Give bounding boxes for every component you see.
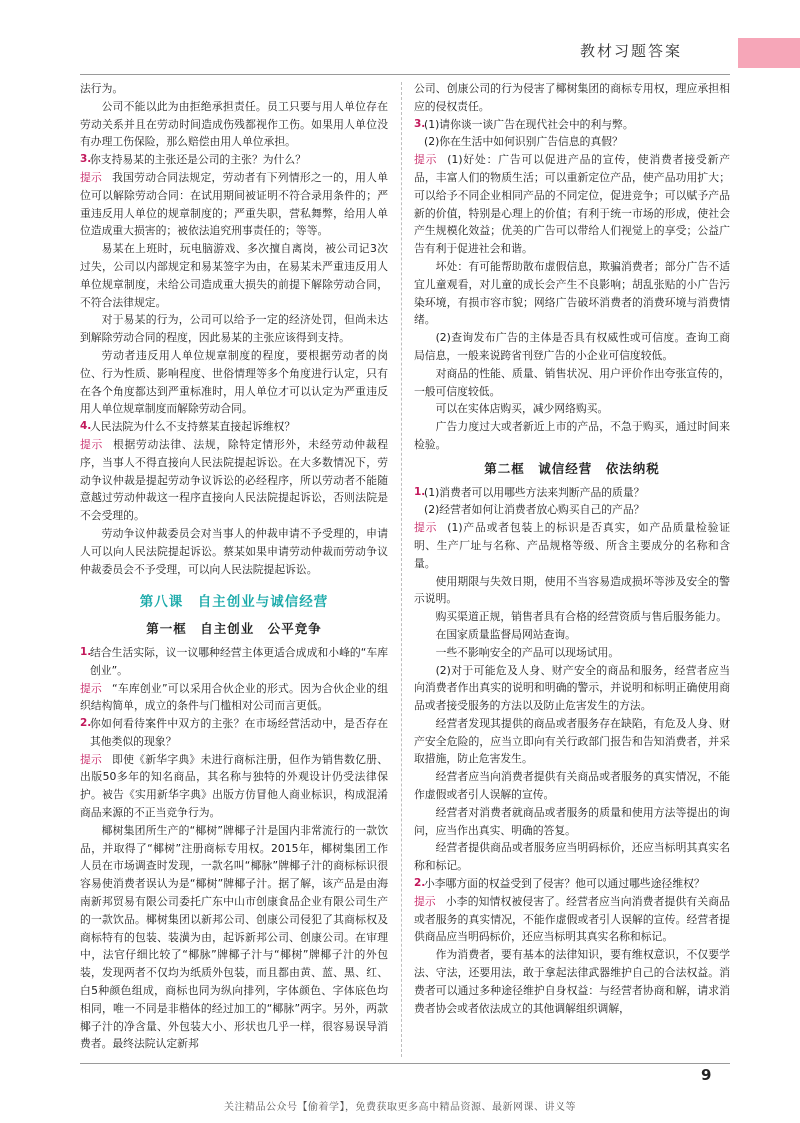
question-4 (80, 418, 388, 436)
page-number: 9 (701, 1066, 712, 1084)
paragraph: 对商品的性能、质量、销售状况、用户评价作出夸张宣传的，一般可信度较低。 (414, 366, 730, 398)
question-number: 3. (414, 117, 426, 130)
paragraph: 广告力度过大或者新近上市的产品，不急于购买，通过时间来检验。 (414, 420, 730, 451)
paragraph: 使用期限与失效日期，使用不当容易造成损坏等涉及安全的警示说明。 (414, 574, 730, 606)
hint-text: 我国劳动合同法规定，劳动者有下列情形之一的，用人单位可以解除劳动合同：在试用期间被证明不符合录用条件的；严重违反用人单位的规章制度的；严重失职，营私舞弊，给用人单位造成重大损害的；被依法追究刑事责任的；等等。 (80, 170, 388, 238)
paragraph: 公司、创康公司的行为侵害了椰树集团的商标专用权，理应承担相应的侵权责任。 (414, 82, 730, 113)
header-rule (80, 74, 730, 75)
column-divider (401, 82, 402, 1057)
hint-paragraph (414, 519, 730, 572)
paragraph: 椰树集团所生产的“椰树”牌椰子汁是国内非常流行的一款饮品，并取得了“椰树”注册商标专用权。2015年，椰树集团工作人员在市场调查时发现，一款名叫“椰脉”牌椰子汁的商标标识很容易使消费者误认为是“椰树”牌椰子汁。据了解，该产品是由海南新邦贸易有限公司委托广东中山市创康食品企业有限公司生产的一款饮品。椰树集团以新邦公司、创康公司侵犯了其商标权及商标特有的包装、装潢为由，起诉新邦公司、创康公司。在审理中，法官仔细比较了“椰脉”牌椰子汁与“椰树”牌椰子汁的外包装，发现两者不仅均为纸质外包装，而且都由黄、蓝、黑、红、白5种颜色组成，商标也同为纵向排列，字体颜色、字体底色均相同，唯一不同是非楷体的经过加工的“椰脉”两字。另外，两款椰子汁的净含量、外包装大小、形状也几乎一样，很容易误导消费者。最终法院认定新邦 (80, 823, 388, 1051)
paragraph: 公司不能以此为由拒绝承担责任。员工只要与用人单位存在劳动关系并且在劳动时间造成伤残都视作工伤。如果用人单位没有办理工伤保险，那么赔偿由用人单位承担。 (80, 99, 388, 149)
paragraph: 经营者对消费者就商品或者服务的质量和使用方法等提出的询问，应当作出真实、明确的答复。 (414, 805, 730, 837)
question-number: 1. (80, 645, 92, 658)
question-text: (1)请你谈一谈广告在现代社会中的利与弊。 (424, 117, 634, 131)
hint-text: 小李的知情权被侵害了。经营者应当向消费者提供有关商品或者服务的真实情况，不能作虚假或者引人误解的宣传。经营者提供商品应当明码标价，还应当标明其真实名称和标记。 (414, 894, 730, 944)
question-text: 你支持易某的主张还是公司的主张？为什么？ (90, 153, 306, 167)
question-number: 2. (414, 877, 426, 890)
question-1 (80, 644, 388, 680)
paragraph: 坏处：有可能帮助散布虚假信息，欺骗消费者；部分广告不适宜儿童观看，对儿童的成长会产生不良影响；胡乱张贴的小广告污染环境，有损市容市貌；网络广告破坏消费者的消费环境与消费情绪。 (414, 259, 730, 327)
lesson-title: 第八课 自主创业与诚信经营 (139, 594, 329, 611)
hint-label: 提示 (414, 153, 438, 167)
hint-label: 提示 (414, 521, 438, 535)
question-text: 人民法院为什么不支持蔡某直接起诉维权？ (90, 420, 296, 434)
paragraph: 在国家质量监督局网站查询。 (435, 627, 576, 641)
section-title: 第二框 诚信经营 依法纳税 (484, 460, 660, 476)
footer-rule (80, 1063, 730, 1064)
question-number: 3. (80, 153, 92, 166)
hint-label: 提示 (80, 752, 103, 766)
paragraph: 作为消费者，要有基本的法律知识，要有维权意识，不仅要学法、守法，还要用法，敢于拿起法律武器维护自己的合法权益。消费者可以通过多种途径维护自身权益：与经营者协商和解，请求消费者协会或者依法成立的其他调解组织调解， (414, 948, 730, 1015)
paragraph: 可以在实体店购买，减少网络购买。 (435, 402, 609, 416)
hint-paragraph (80, 169, 388, 240)
hint-label: 提示 (414, 894, 436, 908)
question-text: 你如何看待案件中双方的主张？在市场经营活动中，是否存在其他类似的现象？ (90, 717, 388, 748)
right-column (414, 80, 730, 1058)
header-title: 教材习题答案 (580, 42, 683, 60)
question-3 (80, 151, 388, 169)
question-1-part-2: (2)经营者如何让消费者放心购买自己的产品？ (424, 503, 645, 517)
hint-text: 根据劳动法律、法规，除特定情形外，未经劳动仲裁程序，当事人不得直接向人民法院提起诉讼。在大多数情况下，劳动争议仲裁是提起劳动争议诉讼的必经程序，所以劳动者不能随意越过劳动仲裁这一程序直接向人民法院提起诉讼，否则法院是不会受理的。 (80, 437, 388, 523)
paragraph: 购买渠道正规，销售者具有合格的经营资质与售后服务能力。 (435, 610, 728, 624)
hint-paragraph (80, 436, 388, 525)
footer-note: 关注精品公众号【偷着学】，免费获取更多高中精品资源、最新网课、讲义等 (224, 1102, 576, 1113)
paragraph: 一些不影响安全的产品可以现场试用。 (435, 645, 620, 659)
header-color-tab (738, 38, 800, 68)
question-1 (414, 484, 730, 502)
question-number: 2. (80, 717, 92, 730)
paragraph: (2)查询发布广告的主体是否具有权威性或可信度。查询工商局信息，一般来说跨省刊登广告的小企业可信度较低。 (414, 331, 730, 362)
paragraph: 易某在上班时，玩电脑游戏、多次擅自离岗，被公司记3次过失，公司以内部规定和易某签字为由，在易某未严重违反用人单位规章制度，未给公司造成重大损失的前提下解除劳动合同，不符合法律规定。 (80, 242, 388, 309)
paragraph: 经营者发现其提供的商品或者服务存在缺陷，有危及人身、财产安全危险的，应当立即向有关行政部门报告和告知消费者，并采取措施，防止危害发生。 (414, 716, 730, 766)
hint-paragraph (80, 751, 388, 822)
hint-text: “车库创业”可以采用合伙企业的形式。因为合伙企业的组织结构简单，成立的条件与门槛相对公司而言更低。 (80, 681, 388, 713)
paragraph: 对于易某的行为，公司可以给予一定的经济处罚，但尚未达到解除劳动合同的程度，因此易某的主张应该得到支持。 (80, 313, 388, 345)
hint-text: (1)产品或者包装上的标识是否真实，如产品质量检验证明、生产厂址与名称、产品规格等级、所含主要成分的名称和含量。 (414, 521, 730, 570)
hint-paragraph (414, 151, 730, 258)
question-3 (414, 116, 730, 134)
hint-text: (1)好处：广告可以促进产品的宣传，使消费者接受新产品，丰富人们的物质生活；可以重新定位产品，使产品功用扩大；可以给予不同企业相同产品的不同定位，促进竞争；可以赋予产品新的价值，特别是心理上的价值；有利于统一市场的形成，使社会产生规模化效益；优美的广告可以带给人们视觉上的享受；公益广告有利于促进社会和谐。 (414, 153, 730, 256)
question-text: 结合生活实际，议一议哪种经营主体更适合成成和小峰的“车库创业”。 (90, 645, 388, 677)
paragraph: 劳动争议仲裁委员会对当事人的仲裁申请不予受理的，申请人可以向人民法院提起诉讼。蔡某如果申请劳动仲裁而劳动争议仲裁委员会不予受理，可以向人民法院提起诉讼。 (80, 526, 388, 576)
question-text: (1)消费者可以用哪些方法来判断产品的质量？ (424, 485, 645, 499)
hint-paragraph (414, 893, 730, 946)
question-number: 1. (414, 485, 426, 498)
hint-label: 提示 (80, 170, 103, 184)
hint-paragraph (80, 680, 388, 716)
paragraph: (2)对于可能危及人身、财产安全的商品和服务，经营者应当向消费者作出真实的说明和明确的警示，并说明和标明正确使用商品或者接受服务的方法以及防止危害发生的方法。 (414, 663, 730, 713)
paragraph: 法行为。 (80, 82, 124, 95)
question-2 (414, 875, 730, 893)
paragraph: 劳动者违反用人单位规章制度的程度，要根据劳动者的岗位、行为性质、影响程度、世俗情理等多个角度进行认定，只有在各个角度都达到严重标准时，用人单位才可以认定为严重违反用人单位规章制度而解除劳动合同。 (80, 348, 388, 416)
question-3-part-2: (2)你在生活中如何识别广告信息的真假？ (424, 135, 623, 149)
section-title: 第一框 自主创业 公平竞争 (146, 621, 322, 637)
hint-text: 即使《新华字典》未进行商标注册，但作为销售数亿册、出版50多年的知名商品，其名称与独特的外观设计仍受法律保护。被告《实用新华字典》出版方仿冒他人商业标识，构成混淆商品来源的不正当竞争行为。 (80, 752, 388, 820)
left-column (80, 80, 388, 1058)
question-2 (80, 715, 388, 751)
paragraph: 经营者应当向消费者提供有关商品或者服务的真实情况，不能作虚假或者引人误解的宣传。 (414, 770, 730, 802)
hint-label: 提示 (80, 681, 103, 695)
paragraph: 经营者提供商品或者服务应当明码标价，还应当标明其真实名称和标记。 (414, 841, 730, 873)
question-number: 4. (80, 420, 92, 433)
question-text: 小李哪方面的权益受到了侵害？他可以通过哪些途径维权？ (424, 877, 705, 891)
hint-label: 提示 (80, 437, 103, 451)
